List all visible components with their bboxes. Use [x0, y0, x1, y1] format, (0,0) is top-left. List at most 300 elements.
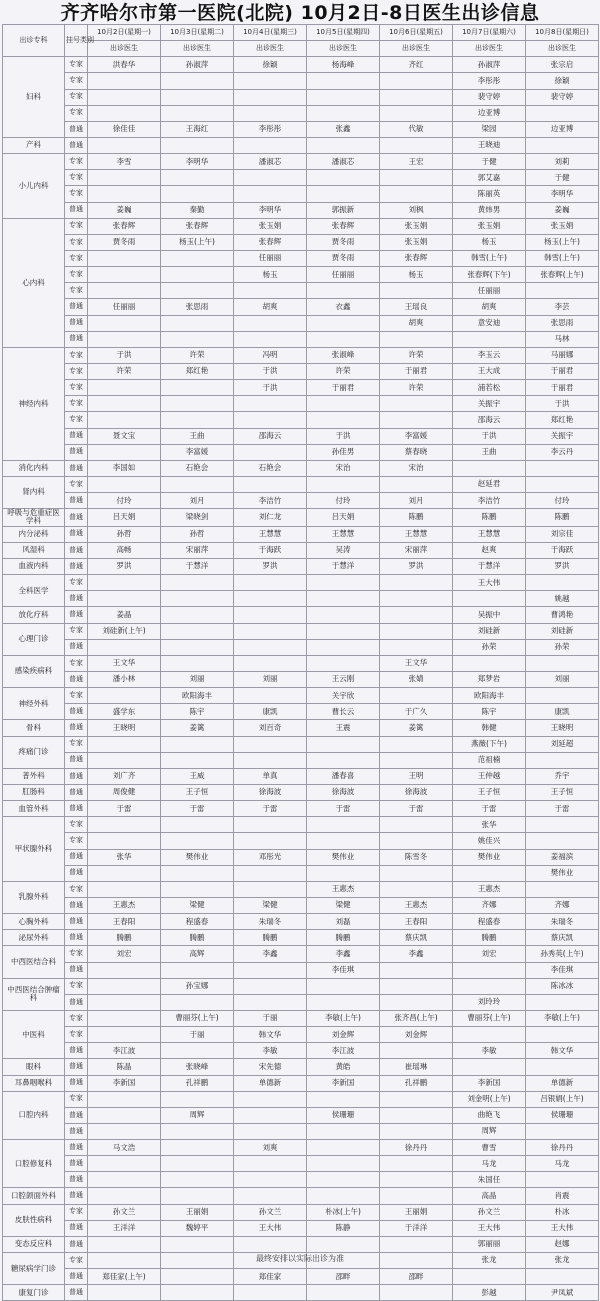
table-row	[3, 1123, 599, 1139]
doctor-cell	[161, 575, 234, 591]
dept-name: 消化内科	[3, 460, 65, 476]
doctor-cell: 王子恒	[453, 784, 526, 800]
doctor-cell: 王惠杰	[307, 881, 380, 897]
doctor-cell	[307, 1123, 380, 1139]
registration-type: 普通	[65, 768, 88, 784]
dept-name: 普外科	[3, 768, 65, 784]
registration-type: 普通	[65, 865, 88, 881]
doctor-cell	[161, 833, 234, 849]
doctor-cell: 姚越	[526, 591, 599, 607]
registration-type: 专家	[65, 817, 88, 833]
doctor-cell: 王曲	[161, 428, 234, 444]
doctor-cell: 张春辉	[380, 250, 453, 266]
dept-name: 变态反应科	[3, 1236, 65, 1252]
doctor-cell: 陈晶	[88, 1059, 161, 1075]
doctor-cell: 周辉	[453, 1123, 526, 1139]
doctor-cell	[380, 1172, 453, 1188]
doctor-cell	[453, 1059, 526, 1075]
doctor-cell: 张晓峰	[161, 1059, 234, 1075]
doctor-cell: 燕薇(下午)	[453, 736, 526, 752]
doctor-cell: 朱国任	[453, 1172, 526, 1188]
doctor-cell: 于丽	[161, 1027, 234, 1043]
doctor-cell: 于慧洋	[307, 559, 380, 575]
doctor-cell: 陈鹏	[453, 509, 526, 527]
doctor-cell: 王大伟	[453, 575, 526, 591]
doctor-cell: 郑梦岩	[453, 671, 526, 687]
registration-type: 普通	[65, 914, 88, 930]
doctor-cell	[307, 1188, 380, 1204]
table-row	[3, 575, 599, 591]
doctor-cell: 张华	[88, 849, 161, 865]
header-day: 10月4日(星期三)	[234, 25, 307, 41]
doctor-cell: 邵畔	[380, 1269, 453, 1285]
doctor-cell: 孙荣	[526, 639, 599, 655]
table-row	[3, 671, 599, 687]
doctor-cell: 李云丹	[526, 444, 599, 460]
doctor-cell	[380, 833, 453, 849]
doctor-cell: 李敏	[234, 1043, 307, 1059]
table-row	[3, 591, 599, 607]
registration-type: 普通	[65, 849, 88, 865]
doctor-cell: 马丽娜	[526, 347, 599, 363]
doctor-cell	[161, 283, 234, 299]
doctor-cell	[234, 1236, 307, 1252]
doctor-cell: 王威	[161, 768, 234, 784]
table-row	[3, 202, 599, 218]
table-row	[3, 639, 599, 655]
table-row	[3, 1236, 599, 1252]
doctor-cell	[88, 444, 161, 460]
doctor-cell	[307, 396, 380, 412]
page-title: 齐齐哈尔市第一医院(北院) 10月2日-8日医生出诊信息	[60, 2, 540, 24]
registration-type: 专家	[65, 234, 88, 250]
doctor-cell	[234, 817, 307, 833]
doctor-cell: 程盛春	[453, 914, 526, 930]
doctor-cell: 宋丽萍	[161, 542, 234, 558]
doctor-cell: 王丽娟	[161, 1204, 234, 1220]
header-dept: 出诊专科	[3, 25, 65, 57]
doctor-cell: 王春阳	[88, 914, 161, 930]
doctor-cell	[526, 1123, 599, 1139]
doctor-cell	[234, 623, 307, 639]
doctor-cell	[526, 833, 599, 849]
doctor-cell: 周俊健	[88, 784, 161, 800]
doctor-cell: 梁晓剑	[161, 509, 234, 527]
doctor-cell	[234, 105, 307, 121]
doctor-cell	[380, 591, 453, 607]
doctor-cell	[526, 283, 599, 299]
doctor-cell	[161, 962, 234, 978]
registration-type: 专家	[65, 186, 88, 202]
doctor-cell: 曹鸿艳	[526, 607, 599, 623]
doctor-cell: 刘丽	[234, 671, 307, 687]
doctor-cell: 齐娜	[526, 897, 599, 913]
table-row	[3, 1107, 599, 1123]
table-row	[3, 768, 599, 784]
doctor-cell	[88, 639, 161, 655]
doctor-cell	[161, 1172, 234, 1188]
doctor-cell: 黄炜男	[453, 202, 526, 218]
doctor-cell: 王大伟	[234, 1220, 307, 1236]
doctor-cell	[161, 186, 234, 202]
dept-name: 泌尿外科	[3, 930, 65, 946]
dept-name: 乳腺外科	[3, 881, 65, 913]
registration-type: 普通	[65, 1123, 88, 1139]
doctor-cell	[88, 994, 161, 1010]
doctor-cell	[526, 575, 599, 591]
doctor-cell: 王瑶良	[380, 299, 453, 315]
doctor-cell: 王惠杰	[380, 897, 453, 913]
doctor-cell	[234, 476, 307, 492]
header-sub: 出诊医生	[307, 41, 380, 57]
doctor-cell	[88, 817, 161, 833]
doctor-cell: 姜篱	[380, 720, 453, 736]
doctor-cell	[526, 105, 599, 121]
doctor-cell: 高晶	[453, 1188, 526, 1204]
doctor-cell	[161, 1140, 234, 1156]
doctor-cell: 梁园	[453, 121, 526, 137]
doctor-cell: 关振宇	[453, 396, 526, 412]
doctor-cell: 杨玉	[234, 267, 307, 283]
doctor-cell: 樊伟业	[307, 849, 380, 865]
doctor-cell	[234, 412, 307, 428]
doctor-cell: 姜福滨	[526, 849, 599, 865]
doctor-cell	[88, 396, 161, 412]
doctor-cell: 许荣	[380, 347, 453, 363]
doctor-cell: 刘金明(上午)	[453, 1091, 526, 1107]
doctor-cell: 邓彤光	[234, 849, 307, 865]
doctor-cell: 康凯	[234, 704, 307, 720]
doctor-cell	[307, 1172, 380, 1188]
doctor-cell	[380, 962, 453, 978]
header-sub: 出诊医生	[88, 41, 161, 57]
doctor-cell	[88, 105, 161, 121]
footer-note: 最终安排以实际出诊为准	[256, 1254, 344, 1263]
doctor-cell: 张淑峰	[307, 347, 380, 363]
doctor-cell: 刘月	[380, 493, 453, 509]
doctor-cell	[453, 460, 526, 476]
registration-type: 专家	[65, 250, 88, 266]
table-row	[3, 170, 599, 186]
doctor-cell	[234, 444, 307, 460]
doctor-cell: 陈静	[307, 1220, 380, 1236]
doctor-cell	[380, 283, 453, 299]
doctor-cell: 冯明	[234, 347, 307, 363]
doctor-cell: 蔡春晓	[380, 444, 453, 460]
doctor-cell: 于雷	[453, 801, 526, 817]
doctor-cell	[161, 881, 234, 897]
registration-type: 普通	[65, 1285, 88, 1301]
registration-type: 专家	[65, 89, 88, 105]
doctor-cell: 王丽娟	[380, 1204, 453, 1220]
doctor-cell: 陈冰冰	[526, 978, 599, 994]
doctor-cell	[526, 881, 599, 897]
doctor-cell: 于慧洋	[453, 559, 526, 575]
dept-name: 疼痛门诊	[3, 736, 65, 768]
registration-type: 普通	[65, 752, 88, 768]
doctor-cell: 于雷	[380, 801, 453, 817]
doctor-cell	[234, 1188, 307, 1204]
registration-type: 专家	[65, 881, 88, 897]
doctor-cell	[453, 978, 526, 994]
doctor-cell: 刘硅新(上午)	[88, 623, 161, 639]
dept-name: 内分泌科	[3, 526, 65, 542]
dept-name: 口腔修复科	[3, 1140, 65, 1188]
table-row	[3, 380, 599, 396]
doctor-cell	[234, 1123, 307, 1139]
doctor-cell: 刘月	[161, 493, 234, 509]
doctor-cell	[161, 73, 234, 89]
doctor-cell: 郑佳家	[234, 1269, 307, 1285]
doctor-cell: 关振宇	[526, 428, 599, 444]
doctor-cell: 单真	[234, 768, 307, 784]
doctor-cell: 朴冰	[526, 1204, 599, 1220]
doctor-cell: 宋先德	[234, 1059, 307, 1075]
registration-type: 专家	[65, 476, 88, 492]
doctor-cell: 任丽丽	[234, 250, 307, 266]
doctor-cell: 于雷	[88, 801, 161, 817]
table-row	[3, 444, 599, 460]
doctor-cell	[380, 1123, 453, 1139]
doctor-cell: 马林	[526, 331, 599, 347]
doctor-cell: 徐海波	[234, 784, 307, 800]
registration-type: 普通	[65, 202, 88, 218]
doctor-cell: 许荣	[161, 347, 234, 363]
table-row	[3, 363, 599, 379]
doctor-cell: 王海红	[161, 121, 234, 137]
doctor-cell	[307, 833, 380, 849]
doctor-cell	[234, 1091, 307, 1107]
doctor-cell	[307, 655, 380, 671]
doctor-cell	[380, 1285, 453, 1301]
registration-type: 专家	[65, 1027, 88, 1043]
doctor-cell: 王晓迪	[453, 137, 526, 153]
doctor-cell	[161, 1043, 234, 1059]
doctor-cell: 王大成	[453, 363, 526, 379]
doctor-cell: 王宏	[380, 154, 453, 170]
registration-type: 普通	[65, 1236, 88, 1252]
doctor-cell	[234, 736, 307, 752]
registration-type: 普通	[65, 591, 88, 607]
doctor-cell: 陈雪冬	[380, 849, 453, 865]
doctor-cell: 刘丽	[161, 671, 234, 687]
doctor-cell: 张春辉	[307, 218, 380, 234]
registration-type: 普通	[65, 962, 88, 978]
doctor-cell: 韩雪(上午)	[453, 250, 526, 266]
doctor-cell: 于洪	[234, 363, 307, 379]
schedule-table	[2, 24, 599, 1301]
doctor-cell: 边亚博	[453, 105, 526, 121]
dept-name: 风湿科	[3, 542, 65, 558]
dept-name: 妇科	[3, 57, 65, 138]
table-row	[3, 250, 599, 266]
doctor-cell: 陈鹏	[380, 509, 453, 527]
doctor-cell	[380, 331, 453, 347]
doctor-cell	[380, 752, 453, 768]
doctor-cell: 贾冬雨	[88, 234, 161, 250]
doctor-cell	[380, 137, 453, 153]
doctor-cell: 任丽丽	[307, 267, 380, 283]
doctor-cell: 代敏	[380, 121, 453, 137]
header-sub: 出诊医生	[380, 41, 453, 57]
doctor-cell: 裴守婷	[526, 89, 599, 105]
doctor-cell: 孙文兰	[234, 1204, 307, 1220]
doctor-cell	[161, 89, 234, 105]
registration-type: 普通	[65, 331, 88, 347]
doctor-cell: 李芸	[526, 299, 599, 315]
doctor-cell: 宋治	[380, 460, 453, 476]
doctor-cell	[234, 607, 307, 623]
doctor-cell: 李洁竹	[453, 493, 526, 509]
doctor-cell: 张春辉	[88, 218, 161, 234]
doctor-cell	[380, 412, 453, 428]
doctor-cell	[161, 655, 234, 671]
doctor-cell: 孙文兰	[88, 1204, 161, 1220]
doctor-cell	[234, 962, 307, 978]
doctor-cell: 李敏	[453, 1043, 526, 1059]
doctor-cell	[526, 1269, 599, 1285]
doctor-cell: 于丽	[234, 1010, 307, 1026]
doctor-cell	[161, 1188, 234, 1204]
doctor-cell: 曲艳飞	[453, 1107, 526, 1123]
table-row	[3, 493, 599, 509]
doctor-cell: 赵延君	[453, 476, 526, 492]
doctor-cell	[88, 331, 161, 347]
doctor-cell: 李新国	[453, 1075, 526, 1091]
registration-type: 专家	[65, 396, 88, 412]
table-row	[3, 720, 599, 736]
doctor-cell: 梁健	[307, 897, 380, 913]
doctor-cell: 齐娜	[453, 897, 526, 913]
table-row	[3, 978, 599, 994]
doctor-cell	[307, 1140, 380, 1156]
doctor-cell	[526, 1172, 599, 1188]
registration-type: 普通	[65, 542, 88, 558]
registration-type: 普通	[65, 671, 88, 687]
doctor-cell	[307, 1285, 380, 1301]
doctor-cell	[234, 186, 307, 202]
doctor-cell: 许荣	[380, 380, 453, 396]
doctor-cell	[380, 476, 453, 492]
doctor-cell: 吴振中	[453, 607, 526, 623]
registration-type: 专家	[65, 1091, 88, 1107]
doctor-cell	[380, 170, 453, 186]
doctor-cell: 王大伟	[526, 1220, 599, 1236]
doctor-cell: 胡爽	[234, 299, 307, 315]
dept-name: 放化疗科	[3, 607, 65, 623]
table-row	[3, 1091, 599, 1107]
doctor-cell: 李鑫	[380, 946, 453, 962]
doctor-cell: 于洪	[526, 396, 599, 412]
doctor-cell	[380, 186, 453, 202]
doctor-cell: 李明华	[526, 186, 599, 202]
doctor-cell: 付玲	[307, 493, 380, 509]
doctor-cell: 于海跃	[234, 542, 307, 558]
table-row	[3, 752, 599, 768]
doctor-cell: 孙宝娜	[161, 978, 234, 994]
doctor-cell: 于洪	[453, 428, 526, 444]
doctor-cell	[307, 591, 380, 607]
doctor-cell: 王晓明	[88, 720, 161, 736]
table-row	[3, 1043, 599, 1059]
doctor-cell: 罗洪	[88, 559, 161, 575]
doctor-cell: 徐丹丹	[380, 1140, 453, 1156]
header-day: 10月2日(星期一)	[88, 25, 161, 41]
table-row	[3, 1010, 599, 1026]
doctor-cell	[88, 865, 161, 881]
registration-type: 普通	[65, 1059, 88, 1075]
doctor-cell: 盛学东	[88, 704, 161, 720]
doctor-cell: 于丽君	[526, 380, 599, 396]
registration-type: 普通	[65, 1043, 88, 1059]
doctor-cell: 陈鹏	[526, 509, 599, 527]
doctor-cell: 孙荣	[453, 639, 526, 655]
table-row	[3, 688, 599, 704]
doctor-cell: 于洪	[307, 428, 380, 444]
doctor-cell	[234, 1156, 307, 1172]
table-row	[3, 1188, 599, 1204]
doctor-cell: 张春辉(下午)	[453, 267, 526, 283]
doctor-cell	[453, 331, 526, 347]
registration-type: 普通	[65, 1220, 88, 1236]
doctor-cell: 衣鑫	[307, 299, 380, 315]
doctor-cell: 朱瑞冬	[234, 914, 307, 930]
doctor-cell	[234, 315, 307, 331]
table-row	[3, 412, 599, 428]
doctor-cell	[88, 688, 161, 704]
doctor-cell	[380, 623, 453, 639]
doctor-cell: 单德新	[234, 1075, 307, 1091]
registration-type: 专家	[65, 154, 88, 170]
doctor-cell: 李明华	[234, 202, 307, 218]
dept-name: 皮肤性病科	[3, 1204, 65, 1236]
table-row	[3, 105, 599, 121]
header-day: 10月8日(星期日)	[526, 25, 599, 41]
doctor-cell	[526, 752, 599, 768]
doctor-cell: 单德新	[526, 1075, 599, 1091]
doctor-cell: 刘宏	[453, 946, 526, 962]
doctor-cell	[234, 865, 307, 881]
doctor-cell: 于健	[453, 154, 526, 170]
doctor-cell: 浦若松	[453, 380, 526, 396]
doctor-cell: 孙佳男	[307, 444, 380, 460]
doctor-cell: 高畅	[88, 542, 161, 558]
doctor-cell: 郭丽丽	[453, 1236, 526, 1252]
registration-type: 专家	[65, 73, 88, 89]
doctor-cell	[161, 476, 234, 492]
registration-type: 普通	[65, 1075, 88, 1091]
registration-type: 普通	[65, 526, 88, 542]
table-row	[3, 946, 599, 962]
doctor-cell	[234, 73, 307, 89]
doctor-cell	[234, 1172, 307, 1188]
doctor-cell	[380, 1236, 453, 1252]
doctor-cell	[307, 476, 380, 492]
doctor-cell	[307, 1091, 380, 1107]
doctor-cell	[307, 283, 380, 299]
doctor-cell: 周辉	[161, 1107, 234, 1123]
registration-type: 普通	[65, 493, 88, 509]
table-row	[3, 526, 599, 542]
doctor-cell: 于慧洋	[161, 559, 234, 575]
doctor-cell: 王大伟	[453, 1220, 526, 1236]
doctor-cell	[307, 1156, 380, 1172]
registration-type: 普通	[65, 315, 88, 331]
doctor-cell: 付玲	[526, 493, 599, 509]
table-row	[3, 623, 599, 639]
doctor-cell: 张玉娟	[526, 218, 599, 234]
table-row	[3, 331, 599, 347]
